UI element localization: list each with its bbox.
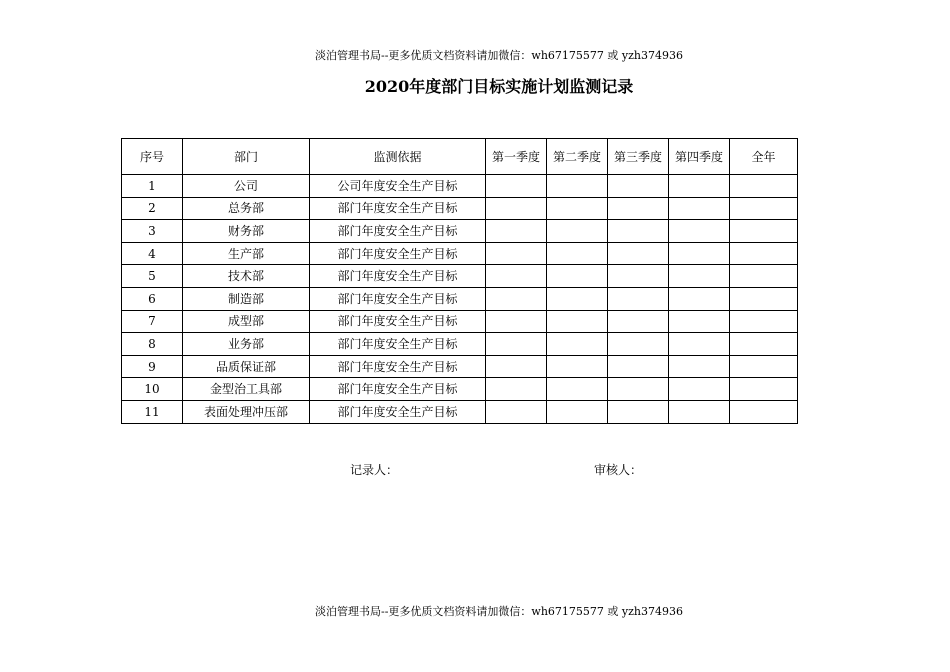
cell-basis: 部门年度安全生产目标 [310,197,486,220]
header-note: 淡泊管理书局--更多优质文档资料请加微信：wh67175577 或 yzh374936 [315,49,683,62]
cell-q4 [669,333,730,356]
cell-seq: 2 [122,197,183,220]
cell-q3 [608,310,669,333]
cell-q4 [669,400,730,423]
table-row [122,175,798,198]
cell-basis: 部门年度安全生产目标 [310,287,486,310]
footer-note: 淡泊管理书局--更多优质文档资料请加微信：wh67175577 或 yzh374936 [315,605,683,618]
header-seq: 序号 [122,139,183,175]
cell-q1 [486,400,547,423]
cell-seq: 6 [122,287,183,310]
cell-q3 [608,287,669,310]
cell-q1 [486,242,547,265]
cell-q3 [608,355,669,378]
cell-basis: 部门年度安全生产目标 [310,242,486,265]
table-row [122,287,798,310]
cell-dept: 表面处理冲压部 [183,400,310,423]
header-q1: 第一季度 [486,139,547,175]
table-header-row [122,139,798,175]
header-basis: 监测依据 [310,139,486,175]
cell-year [730,197,798,220]
cell-q1 [486,220,547,243]
table-row [122,265,798,288]
cell-seq: 1 [122,175,183,198]
cell-seq: 10 [122,378,183,401]
cell-year [730,175,798,198]
cell-basis: 部门年度安全生产目标 [310,355,486,378]
cell-q4 [669,287,730,310]
page-title: 2020年度部门目标实施计划监测记录 [364,77,634,96]
cell-q2 [547,310,608,333]
cell-q2 [547,242,608,265]
cell-dept: 财务部 [183,220,310,243]
cell-basis: 部门年度安全生产目标 [310,265,486,288]
cell-q2 [547,333,608,356]
table-row [122,400,798,423]
cell-dept: 制造部 [183,287,310,310]
cell-seq: 8 [122,333,183,356]
monitoring-table [121,138,798,424]
cell-seq: 5 [122,265,183,288]
cell-basis: 部门年度安全生产目标 [310,400,486,423]
cell-dept: 成型部 [183,310,310,333]
cell-year [730,242,798,265]
cell-q2 [547,355,608,378]
header-dept: 部门 [183,139,310,175]
cell-dept: 生产部 [183,242,310,265]
reviewer-label: 审核人： [594,463,643,477]
table-row [122,310,798,333]
cell-seq: 7 [122,310,183,333]
header-q4: 第四季度 [669,139,730,175]
cell-q2 [547,265,608,288]
cell-year [730,333,798,356]
cell-seq: 9 [122,355,183,378]
cell-year [730,355,798,378]
cell-basis: 公司年度安全生产目标 [310,175,486,198]
cell-year [730,378,798,401]
cell-basis: 部门年度安全生产目标 [310,220,486,243]
table-row [122,333,798,356]
header-q3: 第三季度 [608,139,669,175]
cell-seq: 3 [122,220,183,243]
table-row [122,378,798,401]
table-row [122,355,798,378]
cell-q4 [669,310,730,333]
header-year: 全年 [730,139,798,175]
cell-dept: 金型治工具部 [183,378,310,401]
cell-dept: 公司 [183,175,310,198]
cell-dept: 品质保证部 [183,355,310,378]
cell-q2 [547,175,608,198]
cell-basis: 部门年度安全生产目标 [310,378,486,401]
cell-q2 [547,400,608,423]
cell-seq: 11 [122,400,183,423]
cell-q2 [547,287,608,310]
table-row [122,220,798,243]
table-row [122,197,798,220]
cell-q1 [486,355,547,378]
cell-year [730,287,798,310]
cell-basis: 部门年度安全生产目标 [310,333,486,356]
cell-q4 [669,265,730,288]
cell-q3 [608,378,669,401]
recorder-label: 记录人： [350,463,399,477]
cell-q4 [669,378,730,401]
cell-basis: 部门年度安全生产目标 [310,310,486,333]
cell-q1 [486,265,547,288]
cell-q3 [608,265,669,288]
cell-year [730,400,798,423]
cell-q3 [608,220,669,243]
cell-q2 [547,197,608,220]
table-row [122,242,798,265]
cell-q4 [669,242,730,265]
cell-q1 [486,197,547,220]
cell-seq: 4 [122,242,183,265]
cell-q4 [669,197,730,220]
cell-q3 [608,400,669,423]
cell-q1 [486,333,547,356]
cell-q4 [669,175,730,198]
cell-q3 [608,333,669,356]
cell-year [730,265,798,288]
cell-q3 [608,197,669,220]
cell-year [730,310,798,333]
cell-dept: 技术部 [183,265,310,288]
cell-q2 [547,220,608,243]
cell-q1 [486,378,547,401]
cell-q1 [486,310,547,333]
cell-q4 [669,355,730,378]
cell-dept: 业务部 [183,333,310,356]
cell-q3 [608,175,669,198]
cell-q1 [486,175,547,198]
cell-dept: 总务部 [183,197,310,220]
cell-q4 [669,220,730,243]
header-q2: 第二季度 [547,139,608,175]
cell-q2 [547,378,608,401]
cell-q1 [486,287,547,310]
cell-year [730,220,798,243]
cell-q3 [608,242,669,265]
